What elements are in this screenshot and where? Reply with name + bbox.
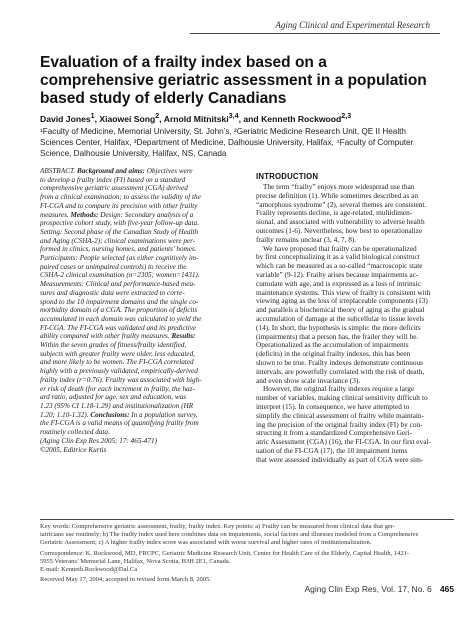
abstract-line: sures and diagnostic data were extracted to corre- xyxy=(40,288,185,297)
body-line: Operationalized as the accumulation of impairments xyxy=(256,341,409,350)
abstract-line: Within the seven grades of fitness/frailty identified, xyxy=(40,341,187,350)
abstract-line xyxy=(40,167,236,176)
footnote-divider xyxy=(40,519,454,520)
abstract-line xyxy=(40,332,236,341)
introduction-heading: INTRODUCTION xyxy=(256,172,319,181)
title-line: based study of elderly Canadians xyxy=(40,90,287,107)
abstract-line: accumulated in each domain was calculated to yield the xyxy=(40,314,202,323)
abstract-line: Participants: People selected (as either cognitively im- xyxy=(40,254,199,263)
conclusions-label: Conclusions: xyxy=(90,410,130,419)
keywords-line: Geriatric Assessment; c) A higher frailty index score was associated with worse survival and higher rates of institutionalization. xyxy=(40,538,372,546)
body-line: variable” (9-12). Frailty arises because impairments ac- xyxy=(256,270,419,279)
abstract-line: ard ratio, adjusted for age, sex and education, was xyxy=(40,393,187,402)
body-line: (deficits) in the original frailty indexes, this has been xyxy=(256,350,411,359)
body-line: precise definition (1). While sometimes described as an xyxy=(256,191,418,200)
correspondence-line: Correspondence: K. Rockwood, MD, FRCPC, Geriatric Medicine Research Unit, Center for Health Care of the Elderly, Capital Health, 1421- xyxy=(40,549,410,557)
body-line: The term “frailty” enjoys more widespread use than xyxy=(263,183,415,191)
abstract-line: spond to the 10 impairment domains and the single co- xyxy=(40,297,199,306)
abstract-line: routinely collected data. xyxy=(40,428,110,437)
abstract-line: the FI-CGA is a valid means of quantifying frailty from xyxy=(40,419,199,428)
body-line: (14). In short, the hypothesis is simple: the more deficits xyxy=(256,323,421,332)
results-label: Results: xyxy=(171,332,196,341)
author-affiliation-marker: 3,4 xyxy=(228,112,239,120)
affiliations xyxy=(40,126,440,159)
body-line: “amorphous syndrome” (2), several themes are consistent. xyxy=(256,200,427,209)
abstract-line: formed in clinics, nursing homes, and patients’ homes. xyxy=(40,245,197,254)
body-line: structing it from a standardized Comprehensive Geri- xyxy=(256,429,413,438)
body-line: sional, and associated with vulnerability to adverse health xyxy=(256,218,425,227)
body-line: intervals, are powerfully correlated with the risk of death, xyxy=(256,367,425,376)
abstract-text: Design: Secondary analysis of a xyxy=(98,210,194,219)
abstract-line: highly with a previously validated, empirically-derived xyxy=(40,367,198,376)
abstract-line: prospective cohort study, with five-year follow-up data. xyxy=(40,219,200,228)
body-line: and parallels a biochemical theory of aging as the gradual xyxy=(256,306,425,315)
author-affiliation-marker: 2 xyxy=(155,112,160,120)
abstract-line: CSHA-2 clinical examination (n=2305; women=1431). xyxy=(40,271,200,280)
abstract-text: Objectives were xyxy=(144,167,193,175)
body-line: simplify the clinical assessment of frailty while maintain- xyxy=(256,411,424,420)
running-head: Aging Clinical and Experimental Research xyxy=(275,20,430,30)
abstract-line: FI-CGA. The FI-CGA was validated and its predictive xyxy=(40,323,197,332)
abstract-line: and Aging (CSHA-2); clinical examinations were per- xyxy=(40,236,196,245)
affiliation-line: Sciences Center, Halifax, ³Department of Medicine, Dalhousie University, Halifax, ⁴Faculty of Computer xyxy=(40,138,414,147)
abstract-label: ABSTRACT. xyxy=(40,167,76,175)
body-line: uation of the FI-CGA (17), the 10 impairment items xyxy=(256,446,408,455)
body-line: cumulate with age, and is expressed as a loss of intrinsic xyxy=(256,279,421,288)
body-line: outcomes (1-6). Nevertheless, how best to operationalize xyxy=(256,226,423,235)
abstract-line: to develop a frailty index (FI) based on a standard xyxy=(40,175,186,184)
journal-footer xyxy=(305,584,454,594)
author-list: David Jones$^1$, Xiaowei Song$^2$, Arnold Mitnitski$^{3,4}$, and Kenneth Rockwood$^{2,3}$ xyxy=(40,112,352,124)
body-line: (impairments) that a person has, the frailer they will be. xyxy=(256,332,419,341)
body-line: accumulation of damage at the subcellular to tissue levels xyxy=(256,314,425,323)
author-affiliation-marker: 1 xyxy=(90,112,95,120)
body-line: interpret (15). In consequence, we have attempted to xyxy=(256,402,410,411)
author-conjunction: and xyxy=(243,113,259,124)
title-line: Evaluation of a frailty index based on a xyxy=(40,54,327,71)
body-line: We have proposed that frailty can be operationalized xyxy=(263,244,417,253)
article-title xyxy=(40,54,450,108)
author-name: David Jones xyxy=(40,113,91,124)
abstract-line: 1.23 (95% CI 1.18-1.29) and institutionalization (HR xyxy=(40,401,194,410)
body-line: maintenance systems. This view of frailty is consistent with xyxy=(256,288,431,297)
keywords-line: Key words: Comprehensive geriatric assessment, frailty, frailty index. Key points: a) Frailty can be measured from clinical data that ger- xyxy=(40,523,396,530)
body-line: number of variables, making clinical sensitivity difficult to xyxy=(256,394,428,403)
body-line: viewing aging as the loss of irreplaceable components (13) xyxy=(256,297,428,306)
body-line: which can be measured as a so-called “macroscopic state xyxy=(256,262,423,271)
page-number: 465 xyxy=(440,584,454,594)
abstract-line: paired cases or unimpaired controls) to receive the xyxy=(40,262,187,271)
author-name: Kenneth Rockwood xyxy=(261,113,342,124)
abstract-line: subjects with greater frailty were older, less educated, xyxy=(40,349,195,358)
abstract-line: er risk of death (for each increment in frailty, the haz- xyxy=(40,384,195,393)
author-name: Arnold Mitnitski xyxy=(163,113,229,124)
header-divider xyxy=(190,33,440,34)
abstract-text: ability compared with other frailty measures. xyxy=(40,332,172,341)
abstract-line xyxy=(40,211,236,220)
body-line: atric Assessment (CGA) (16), the FI-CGA. In our first eval- xyxy=(256,438,431,447)
body-line: ing the precision of the original frailty index (FI) by con- xyxy=(256,420,423,429)
abstract xyxy=(40,167,236,454)
body-line: Frailty represents decline, is age-related, multidimen- xyxy=(256,209,413,218)
body-line: by first conceptualizing it as a valid biological construct xyxy=(256,253,420,262)
affiliation-line: Science, Dalhousie University, Halifax, NS, Canada xyxy=(40,149,227,158)
author-affiliation-marker: 2,3 xyxy=(341,112,352,120)
affiliation-line: ¹Faculty of Medicine, Memorial University, St. John’s, ²Geriatric Medicine Research Unit, QE II Health xyxy=(40,127,406,136)
correspondence-email: E-mail: Kenneth.Rockwood@Dal.Ca xyxy=(40,565,138,573)
journal-citation: (Aging Clin Exp Res 2005; 17: 465-471) xyxy=(40,436,157,445)
abstract-line xyxy=(40,411,236,420)
title-line: comprehensive geriatric assessment in a population xyxy=(40,72,427,89)
received-date: Received May 17, 2004; accepted in revised form March 8, 2005. xyxy=(40,576,211,584)
footnotes xyxy=(40,523,454,584)
abstract-line: morbidity domain of a CGA. The proportion of deficits xyxy=(40,306,198,315)
abstract-text: In a population survey, xyxy=(129,410,198,419)
introduction-body xyxy=(256,183,456,465)
abstract-line: FI-CGA and to compare its precision with other frailty xyxy=(40,201,198,210)
abstract-line: Setting: Second phase of the Canadian Study of Health xyxy=(40,227,199,236)
journal-citation-footer: Aging Clin Exp Res, Vol. 17, No. 6 xyxy=(304,584,432,594)
body-line: frailty remains unclear (3, 4, 7, 8). xyxy=(256,235,357,244)
body-line: However, the original frailty indexes require a large xyxy=(263,385,415,394)
copyright-line: ©2005, Editrice Kurtis xyxy=(40,445,107,454)
abstract-line: Measurements: Clinical and performance-based mea- xyxy=(40,280,196,289)
correspondence-line: 5955 Veterans’ Memorial Lane, Halifax, Nova Scotia, B3H 2E1, Canada. xyxy=(40,557,231,565)
abstract-line: from a clinical examination; to assess the validity of the xyxy=(40,193,201,202)
methods-label: Methods: xyxy=(70,210,99,219)
abstract-text: 1.20; 1.10-1.32). xyxy=(40,410,91,419)
abstract-line: and more likely to be women. The FI-CGA correlated xyxy=(40,358,194,367)
abstract-line: frailty index (r=0.76). Frailty was associated with high- xyxy=(40,375,202,384)
body-line: and even show scale invariance (3). xyxy=(256,376,361,385)
abstract-line: comprehensive geriatric assessment (CGA) derived xyxy=(40,184,188,193)
body-line: shown to be true. Frailty indexes demonstrate continuous xyxy=(256,358,423,367)
author-name: Xiaowei Song xyxy=(99,113,156,124)
abstract-text: measures. xyxy=(40,210,71,219)
background-label: Background and aims: xyxy=(77,167,145,175)
keywords-line: iatricians use routinely; b) The frailty index used here combines data on impairments, social factors and illnesses modeled from a Comprehensive xyxy=(40,530,419,538)
body-line: that were assessed individually as part of CGA were sim- xyxy=(256,455,424,464)
